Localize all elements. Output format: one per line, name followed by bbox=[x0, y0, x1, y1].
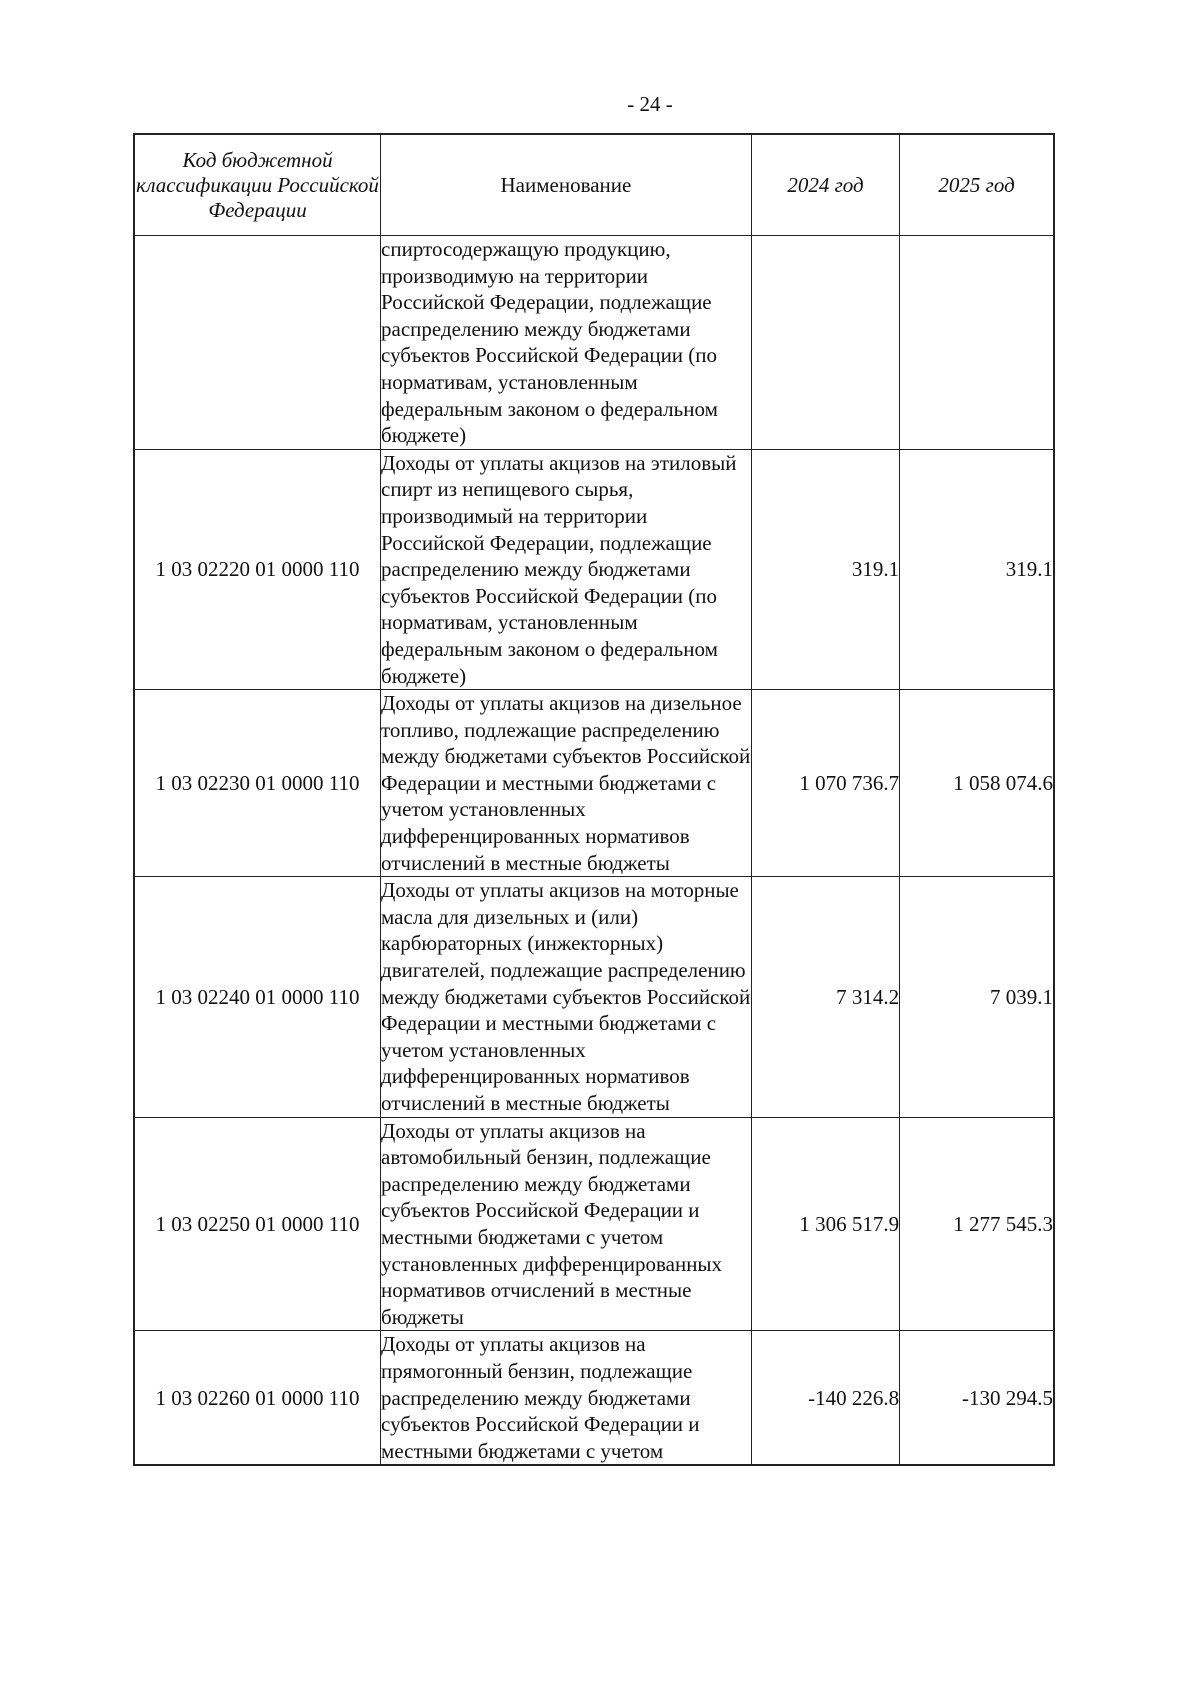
row-value-2024: 1 070 736.7 bbox=[751, 690, 899, 877]
header-year-2025: 2025 год bbox=[900, 134, 1054, 236]
row-name: спиртосодержащую продукцию, производимую на территории Российской Федерации, подлежащие распределению между бюджетами субъектов Российской Федерации (по нормативам, установленным федеральным законом о федеральном бюджете) bbox=[381, 236, 752, 450]
row-value-2025: 7 039.1 bbox=[900, 877, 1054, 1117]
row-name: Доходы от уплаты акцизов на автомобильный бензин, подлежащие распределению между бюджетами субъектов Российской Федерации и местными бюджетами с учетом установленных дифференцированных нормативов отчислений в местные бюджеты bbox=[381, 1117, 752, 1331]
row-value-2025: 319.1 bbox=[900, 449, 1054, 689]
table-row bbox=[134, 1117, 1054, 1331]
row-value-2024: 319.1 bbox=[751, 449, 899, 689]
table-row bbox=[134, 690, 1054, 877]
row-value-2025: -130 294.5 bbox=[900, 1331, 1054, 1465]
budget-revenue-table bbox=[133, 133, 1055, 1466]
row-value-2024: -140 226.8 bbox=[751, 1331, 899, 1465]
row-value-2024 bbox=[751, 236, 899, 450]
table-row bbox=[134, 1331, 1054, 1465]
row-value-2025 bbox=[900, 236, 1054, 450]
row-code: 1 03 02250 01 0000 110 bbox=[134, 1117, 381, 1331]
row-code bbox=[134, 236, 381, 450]
header-year-2024: 2024 год bbox=[751, 134, 899, 236]
page-number: - 24 - bbox=[627, 92, 673, 116]
row-value-2024: 7 314.2 bbox=[751, 877, 899, 1117]
row-name: Доходы от уплаты акцизов на прямогонный бензин, подлежащие распределению между бюджетами субъектов Российской Федерации и местными бюджетами с учетом bbox=[381, 1331, 752, 1465]
header-code: Код бюджетной классификации Российской Федерации bbox=[134, 134, 381, 236]
table-row bbox=[134, 449, 1054, 689]
row-value-2024: 1 306 517.9 bbox=[751, 1117, 899, 1331]
row-value-2025: 1 058 074.6 bbox=[900, 690, 1054, 877]
row-code: 1 03 02240 01 0000 110 bbox=[134, 877, 381, 1117]
table-row bbox=[134, 877, 1054, 1117]
row-code: 1 03 02220 01 0000 110 bbox=[134, 449, 381, 689]
row-name: Доходы от уплаты акцизов на этиловый спирт из непищевого сырья, производимый на территории Российской Федерации, подлежащие распределению между бюджетами субъектов Российской Федерации (по нормативам, установленным федеральным законом о федеральном бюджете) bbox=[381, 449, 752, 689]
table-row bbox=[134, 236, 1054, 450]
row-value-2025: 1 277 545.3 bbox=[900, 1117, 1054, 1331]
row-name: Доходы от уплаты акцизов на моторные масла для дизельных и (или) карбюраторных (инжекторных) двигателей, подлежащие распределению между бюджетами субъектов Российской Федерации и местными бюджетами с учетом установленных дифференцированных нормативов отчислений в местные бюджеты bbox=[381, 877, 752, 1117]
table-header-row bbox=[134, 134, 1054, 236]
row-name: Доходы от уплаты акцизов на дизельное топливо, подлежащие распределению между бюджетами субъектов Российской Федерации и местными бюджетами с учетом установленных дифференцированных нормативов отчислений в местные бюджеты bbox=[381, 690, 752, 877]
row-code: 1 03 02260 01 0000 110 bbox=[134, 1331, 381, 1465]
row-code: 1 03 02230 01 0000 110 bbox=[134, 690, 381, 877]
header-name: Наименование bbox=[381, 134, 752, 236]
